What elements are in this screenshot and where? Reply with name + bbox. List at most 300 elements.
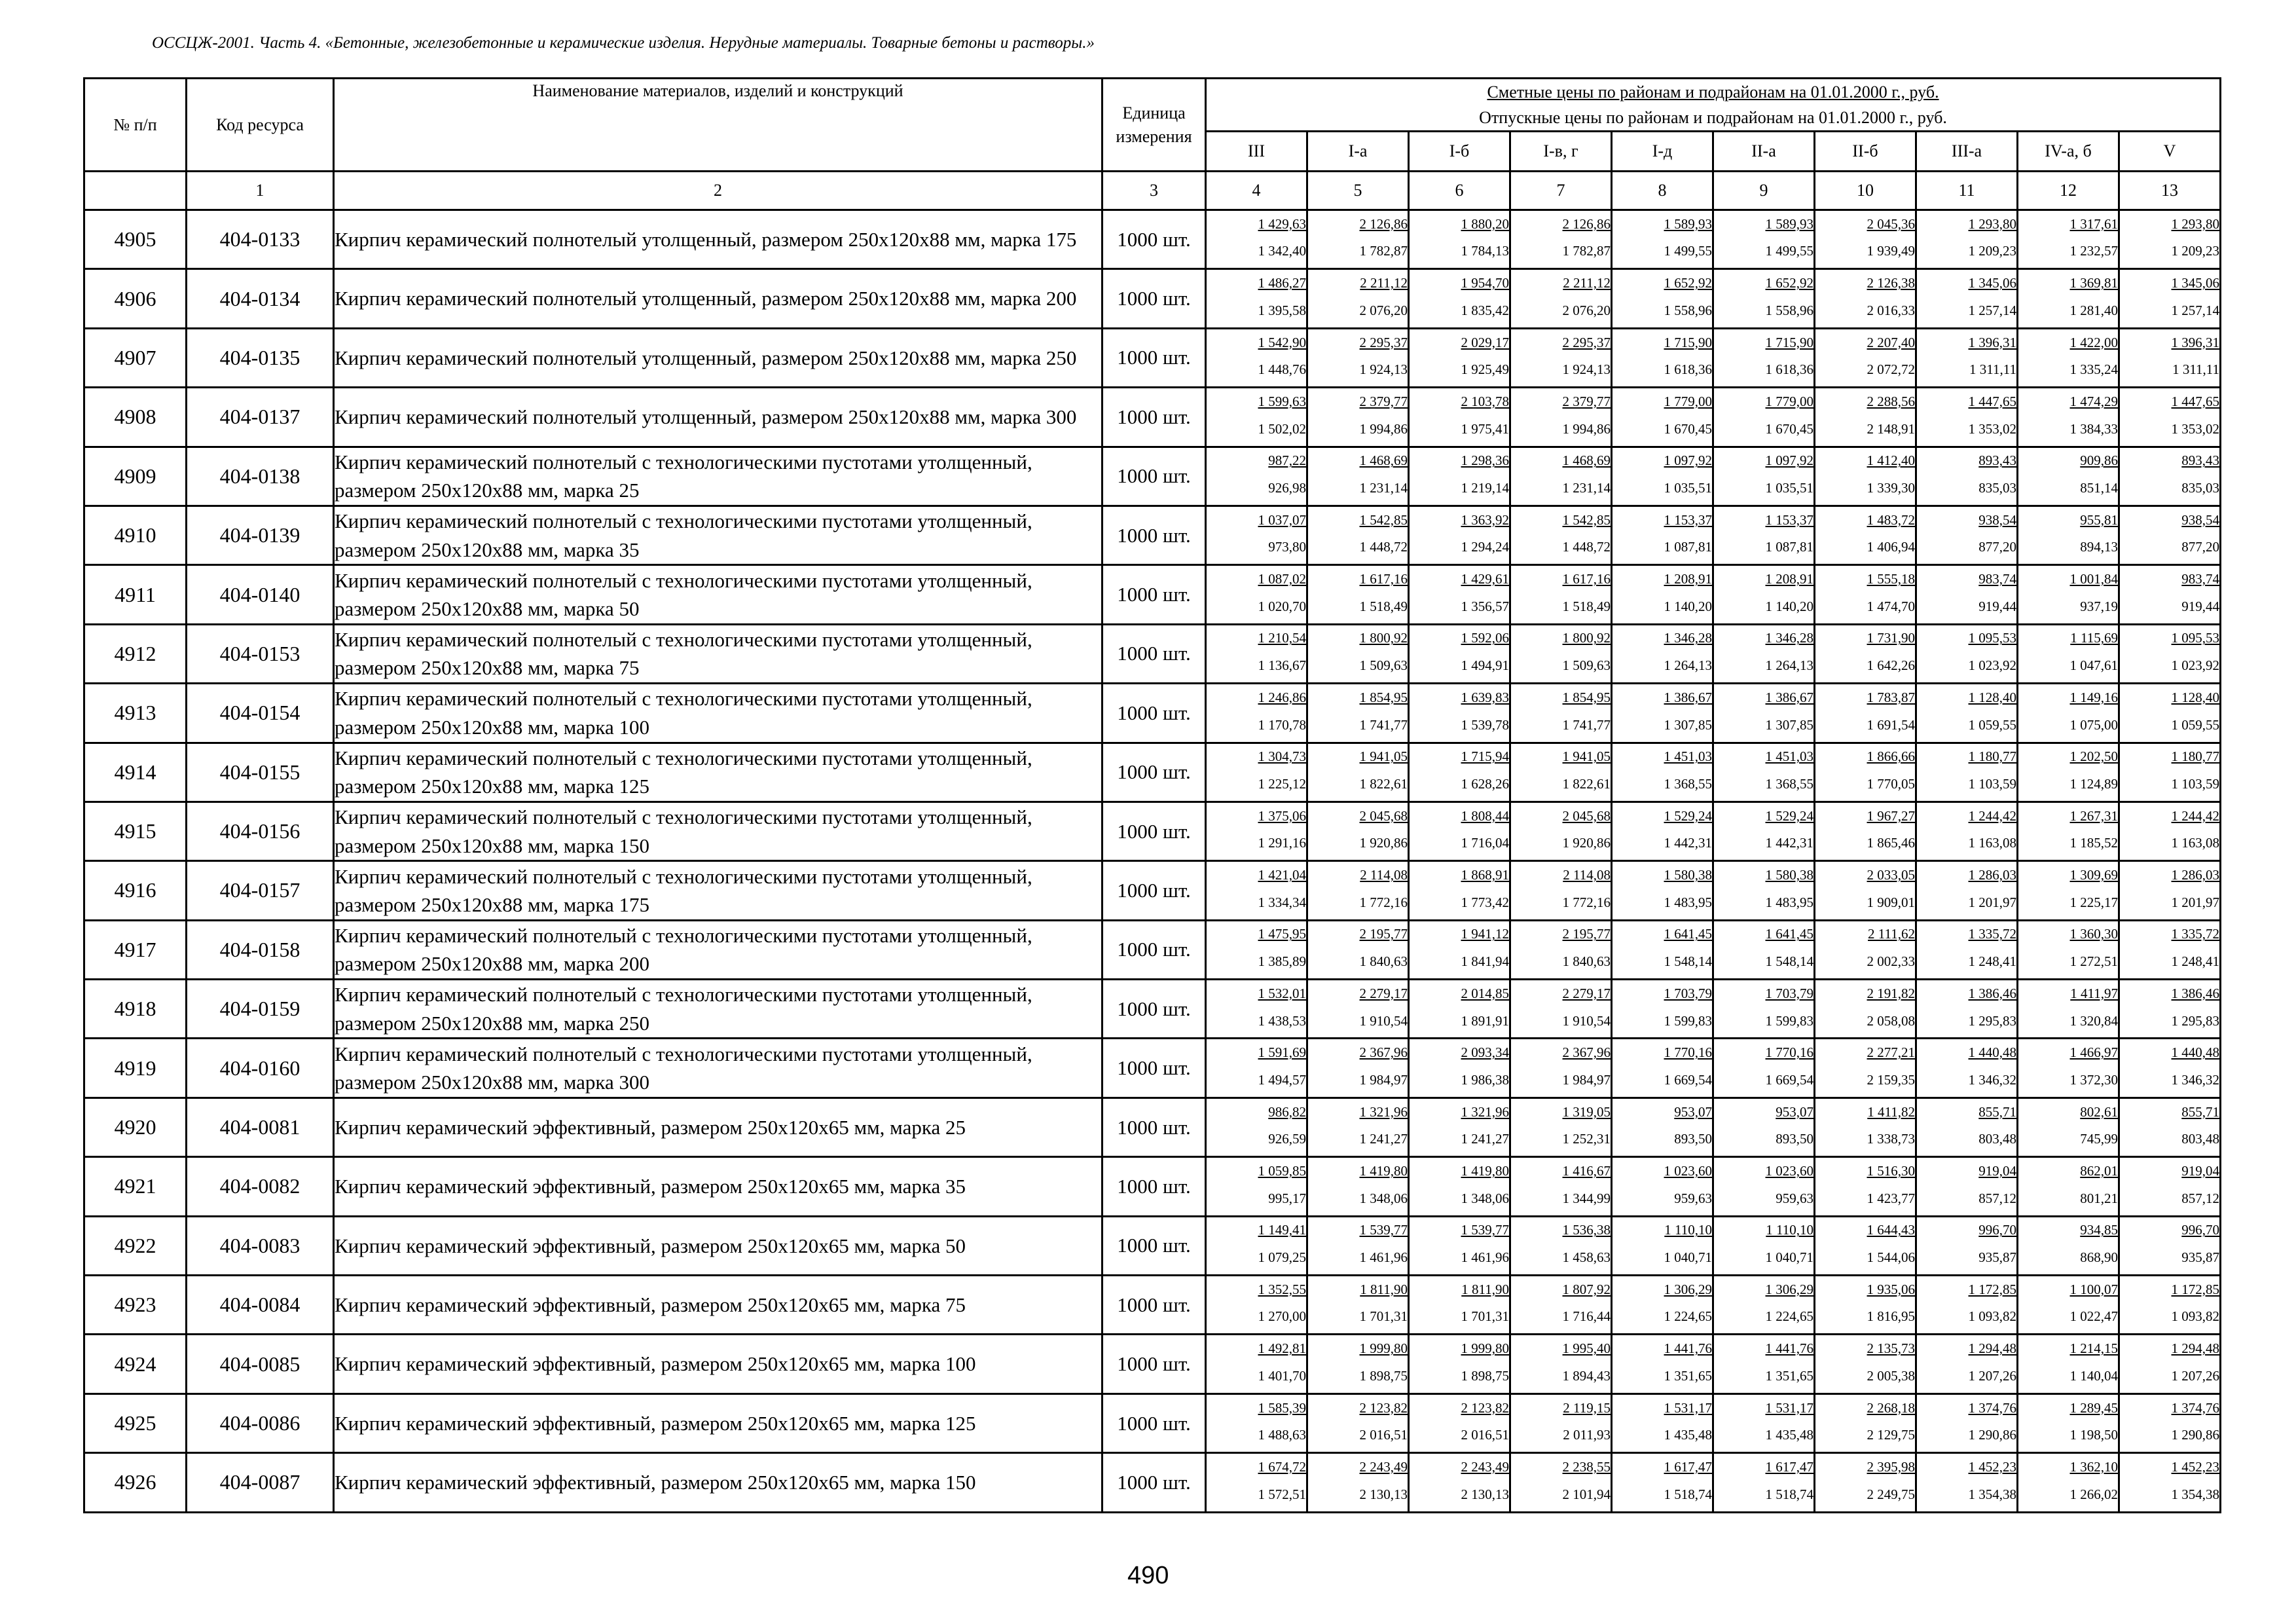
- release-price: 2 058,08: [1867, 1012, 1915, 1029]
- unit-of-measure: 1000 шт.: [1102, 1335, 1206, 1393]
- price-cell: [1612, 743, 1713, 802]
- estimate-price: 1 617,16: [1562, 571, 1611, 587]
- release-price: 1 225,17: [2069, 894, 2118, 910]
- price-cell: [1307, 388, 1409, 447]
- estimate-price: 1 451,03: [1664, 748, 1712, 765]
- table-row: [84, 920, 2221, 979]
- release-price: 1 320,84: [2069, 1012, 2118, 1029]
- price-cell: [1612, 1453, 1713, 1512]
- release-price: 1 209,23: [1968, 243, 2016, 259]
- release-price: 1 483,95: [1664, 894, 1712, 910]
- price-cell: [1916, 684, 2018, 743]
- row-number: 4906: [84, 269, 187, 328]
- estimate-price: 2 029,17: [1461, 334, 1509, 350]
- estimate-price: 938,54: [2181, 511, 2220, 528]
- price-cell: [1510, 506, 1612, 564]
- estimate-price: 1 180,77: [2171, 748, 2220, 765]
- release-price: 1 599,83: [1664, 1012, 1712, 1029]
- release-price: 1 232,57: [2069, 243, 2118, 259]
- release-price: 1 059,55: [2171, 716, 2220, 733]
- release-price: 877,20: [1978, 539, 2016, 555]
- release-price: 1 894,43: [1562, 1367, 1611, 1384]
- col-header-unit: Единица измерения: [1102, 79, 1206, 172]
- estimate-price: 1 153,37: [1765, 511, 1813, 528]
- estimate-price: 1 529,24: [1765, 807, 1813, 824]
- release-price: 1 354,38: [2171, 1486, 2220, 1502]
- release-price: 1 163,08: [2171, 835, 2220, 851]
- release-price: 1 438,53: [1258, 1012, 1306, 1029]
- estimate-price: 855,71: [1978, 1103, 2016, 1120]
- estimate-price: 1 149,16: [2069, 689, 2118, 705]
- region-header: I-а: [1307, 132, 1409, 172]
- col-header-no: № п/п: [84, 79, 187, 172]
- material-name: Кирпич керамический полнотелый с технологическими пустотами утолщенный, размером 250х120х88 мм, марка 35: [334, 506, 1102, 564]
- row-number: 4921: [84, 1157, 187, 1216]
- estimate-price: 1 345,06: [2171, 275, 2220, 291]
- price-cell: [1307, 565, 1409, 624]
- estimate-price: 919,04: [2181, 1163, 2220, 1179]
- price-cell: [1510, 861, 1612, 920]
- release-price: 973,80: [1268, 539, 1306, 555]
- price-cell: [1409, 506, 1510, 564]
- region-header: II-а: [1713, 132, 1815, 172]
- estimate-price: 2 126,38: [1867, 275, 1915, 291]
- region-header: I-б: [1409, 132, 1510, 172]
- estimate-price: 1 492,81: [1258, 1340, 1306, 1357]
- release-price: 1 079,25: [1258, 1249, 1306, 1266]
- price-cell: [2018, 1335, 2119, 1393]
- price-cell: [2119, 388, 2221, 447]
- estimate-price: 909,86: [2080, 452, 2118, 469]
- release-price: 2 129,75: [1867, 1427, 1915, 1443]
- price-cell: [2119, 1335, 2221, 1393]
- estimate-price: 1 466,97: [2069, 1044, 2118, 1061]
- estimate-price: 919,04: [1978, 1163, 2016, 1179]
- release-price: 1 898,75: [1359, 1367, 1408, 1384]
- release-price: 1 816,95: [1867, 1308, 1915, 1325]
- price-cell: [2018, 980, 2119, 1039]
- estimate-price: 1 360,30: [2069, 926, 2118, 942]
- price-cell: [2119, 269, 2221, 328]
- price-cell: [1612, 802, 1713, 860]
- release-price: 1 140,04: [2069, 1367, 2118, 1384]
- estimate-price: 2 279,17: [1359, 985, 1408, 1001]
- estimate-price: 1 214,15: [2069, 1340, 2118, 1357]
- material-name: Кирпич керамический полнотелый с технологическими пустотами утолщенный, размером 250х120х88 мм, марка 250: [334, 980, 1102, 1039]
- price-cell: [1916, 624, 2018, 683]
- row-number: 4910: [84, 506, 187, 564]
- release-price: 1 865,46: [1867, 835, 1915, 851]
- price-cell: [1307, 328, 1409, 387]
- price-cell: [1206, 1098, 1307, 1156]
- release-price: 1 618,36: [1765, 361, 1813, 378]
- release-price: 1 539,78: [1461, 716, 1509, 733]
- price-cell: [1612, 861, 1713, 920]
- price-cell: [1612, 447, 1713, 506]
- unit-of-measure: 1000 шт.: [1102, 388, 1206, 447]
- release-price: 2 130,13: [1461, 1486, 1509, 1502]
- estimate-price: 1 531,17: [1765, 1399, 1813, 1416]
- price-cell: [1206, 565, 1307, 624]
- price-cell: [1815, 802, 1916, 860]
- resource-code: 404-0085: [187, 1335, 334, 1393]
- estimate-price: 1 429,61: [1461, 571, 1509, 587]
- release-price: 1 499,55: [1664, 243, 1712, 259]
- estimate-price: 1 542,90: [1258, 334, 1306, 350]
- price-cell: [1815, 1157, 1916, 1216]
- release-price: 1 939,49: [1867, 243, 1915, 259]
- price-group-release: Отпускные цены по районам и подрайонам на 01.01.2000 г., руб.: [1479, 108, 1947, 127]
- price-cell: [1307, 802, 1409, 860]
- release-price: 1 975,41: [1461, 420, 1509, 437]
- estimate-price: 2 207,40: [1867, 334, 1915, 350]
- price-cell: [2119, 565, 2221, 624]
- release-price: 1 201,97: [1968, 894, 2016, 910]
- release-price: 2 076,20: [1359, 302, 1408, 318]
- estimate-price: 1 363,92: [1461, 511, 1509, 528]
- column-number: 3: [1102, 172, 1206, 210]
- estimate-price: 1 589,93: [1664, 215, 1712, 232]
- estimate-price: 1 335,72: [1968, 926, 2016, 942]
- release-price: 1 502,02: [1258, 420, 1306, 437]
- estimate-price: 1 369,81: [2069, 275, 2118, 291]
- release-price: 1 716,44: [1562, 1308, 1611, 1325]
- row-number: 4917: [84, 920, 187, 979]
- estimate-price: 1 529,24: [1664, 807, 1712, 824]
- release-price: 1 348,06: [1359, 1190, 1408, 1206]
- column-number: 2: [334, 172, 1102, 210]
- release-price: 1 023,92: [2171, 657, 2220, 674]
- release-price: 1 910,54: [1359, 1012, 1408, 1029]
- material-name: Кирпич керамический эффективный, размером 250х120х65 мм, марка 50: [334, 1216, 1102, 1275]
- estimate-price: 1 452,23: [1968, 1458, 2016, 1475]
- price-cell: [1713, 269, 1815, 328]
- estimate-price: 1 468,69: [1562, 452, 1611, 469]
- price-cell: [1612, 565, 1713, 624]
- material-name: Кирпич керамический полнотелый с технологическими пустотами утолщенный, размером 250х120х88 мм, марка 75: [334, 624, 1102, 683]
- estimate-price: 1 617,47: [1765, 1458, 1813, 1475]
- release-price: 1 342,40: [1258, 243, 1306, 259]
- estimate-price: 1 652,92: [1664, 275, 1712, 291]
- unit-of-measure: 1000 шт.: [1102, 1276, 1206, 1335]
- unit-of-measure: 1000 шт.: [1102, 1098, 1206, 1156]
- estimate-price: 1 352,55: [1258, 1281, 1306, 1297]
- material-name: Кирпич керамический эффективный, размером 250х120х65 мм, марка 125: [334, 1393, 1102, 1452]
- release-price: 959,63: [1776, 1190, 1813, 1206]
- price-cell: [1307, 684, 1409, 743]
- release-price: 1 599,83: [1765, 1012, 1813, 1029]
- release-price: 1 558,96: [1765, 302, 1813, 318]
- material-name: Кирпич керамический полнотелый с технологическими пустотами утолщенный, размером 250х120х88 мм, марка 25: [334, 447, 1102, 506]
- release-price: 2 101,94: [1562, 1486, 1611, 1502]
- price-cell: [1409, 684, 1510, 743]
- table-row: [84, 506, 2221, 564]
- material-name: Кирпич керамический полнотелый утолщенный, размером 250х120х88 мм, марка 250: [334, 328, 1102, 387]
- price-cell: [2018, 210, 2119, 269]
- row-number: 4925: [84, 1393, 187, 1452]
- price-cell: [2119, 1216, 2221, 1275]
- estimate-price: 1 536,38: [1562, 1222, 1611, 1238]
- estimate-price: 1 180,77: [1968, 748, 2016, 765]
- material-name: Кирпич керамический полнотелый с технологическими пустотами утолщенный, размером 250х120х88 мм, марка 50: [334, 565, 1102, 624]
- resource-code: 404-0159: [187, 980, 334, 1039]
- estimate-price: 2 195,77: [1359, 926, 1408, 942]
- release-price: 1 494,57: [1258, 1071, 1306, 1088]
- estimate-price: 1 095,53: [2171, 630, 2220, 646]
- release-price: 935,87: [1978, 1249, 2016, 1266]
- release-price: 1 264,13: [1765, 657, 1813, 674]
- estimate-price: 1 880,20: [1461, 215, 1509, 232]
- estimate-price: 2 195,77: [1562, 926, 1611, 942]
- price-cell: [1510, 328, 1612, 387]
- material-name: Кирпич керамический полнотелый с технологическими пустотами утолщенный, размером 250х120х88 мм, марка 100: [334, 684, 1102, 743]
- price-cell: [2119, 1276, 2221, 1335]
- price-cell: [1815, 1393, 1916, 1452]
- estimate-price: 1 542,85: [1359, 511, 1408, 528]
- estimate-price: 2 367,96: [1359, 1044, 1408, 1061]
- material-name: Кирпич керамический эффективный, размером 250х120х65 мм, марка 35: [334, 1157, 1102, 1216]
- price-cell: [1713, 624, 1815, 683]
- release-price: 1 701,31: [1461, 1308, 1509, 1325]
- table-row: [84, 328, 2221, 387]
- release-price: 1 291,16: [1258, 835, 1306, 851]
- price-cell: [1206, 1335, 1307, 1393]
- price-cell: [1307, 506, 1409, 564]
- estimate-price: 1 172,85: [2171, 1281, 2220, 1297]
- material-name: Кирпич керамический эффективный, размером 250х120х65 мм, марка 25: [334, 1098, 1102, 1156]
- header-row-main: [84, 79, 2221, 132]
- price-cell: [1815, 1335, 1916, 1393]
- price-cell: [1612, 1098, 1713, 1156]
- unit-of-measure: 1000 шт.: [1102, 1039, 1206, 1098]
- release-price: 1 518,49: [1562, 598, 1611, 614]
- release-price: 1 840,63: [1562, 953, 1611, 970]
- release-price: 1 518,74: [1765, 1486, 1813, 1502]
- release-price: 2 016,51: [1461, 1427, 1509, 1443]
- price-cell: [1916, 743, 2018, 802]
- estimate-price: 1 097,92: [1765, 452, 1813, 469]
- estimate-price: 1 770,16: [1664, 1044, 1712, 1061]
- price-cell: [1307, 210, 1409, 269]
- release-price: 1 295,83: [2171, 1012, 2220, 1029]
- price-cell: [1307, 1335, 1409, 1393]
- column-number: 7: [1510, 172, 1612, 210]
- estimate-price: 1 811,90: [1360, 1281, 1408, 1297]
- release-price: 1 093,82: [2171, 1308, 2220, 1325]
- price-cell: [1713, 861, 1815, 920]
- release-price: 1 509,63: [1359, 657, 1408, 674]
- estimate-price: 938,54: [1978, 511, 2016, 528]
- release-price: 919,44: [2181, 598, 2220, 614]
- estimate-price: 2 114,08: [1563, 867, 1611, 883]
- price-cell: [1409, 210, 1510, 269]
- release-price: 1 311,11: [2172, 361, 2220, 378]
- release-price: 1 136,67: [1258, 657, 1306, 674]
- release-price: 1 338,73: [1867, 1131, 1915, 1147]
- release-price: 1 339,30: [1867, 480, 1915, 496]
- estimate-price: 1 539,77: [1359, 1222, 1408, 1238]
- price-cell: [1307, 920, 1409, 979]
- release-price: 1 435,48: [1765, 1427, 1813, 1443]
- release-price: 1 257,14: [1968, 302, 2016, 318]
- price-cell: [2119, 861, 2221, 920]
- release-price: 1 772,16: [1359, 894, 1408, 910]
- estimate-price: 1 617,47: [1664, 1458, 1712, 1475]
- row-number: 4920: [84, 1098, 187, 1156]
- table-body: [84, 210, 2221, 1513]
- estimate-price: 1 244,42: [2171, 807, 2220, 824]
- estimate-price: 1 447,65: [1968, 393, 2016, 409]
- release-price: 2 005,38: [1867, 1367, 1915, 1384]
- price-cell: [1409, 1335, 1510, 1393]
- release-price: 835,03: [2181, 480, 2220, 496]
- price-cell: [1815, 506, 1916, 564]
- table-row: [84, 210, 2221, 269]
- estimate-price: 1 954,70: [1461, 275, 1509, 291]
- price-cell: [1510, 684, 1612, 743]
- price-cell: [1612, 980, 1713, 1039]
- estimate-price: 1 429,63: [1258, 215, 1306, 232]
- price-cell: [1409, 1453, 1510, 1512]
- price-cell: [1612, 1335, 1713, 1393]
- estimate-price: 1 617,16: [1359, 571, 1408, 587]
- release-price: 857,12: [1978, 1190, 2016, 1206]
- col-header-price-group: [1206, 79, 2221, 132]
- material-name: Кирпич керамический полнотелый с технологическими пустотами утолщенный, размером 250х120х88 мм, марка 150: [334, 802, 1102, 860]
- price-cell: [1713, 1393, 1815, 1452]
- table-row: [84, 269, 2221, 328]
- table-row: [84, 1098, 2221, 1156]
- column-number: [84, 172, 187, 210]
- estimate-price: 1 346,28: [1765, 630, 1813, 646]
- estimate-price: 1 592,06: [1461, 630, 1509, 646]
- release-price: 1 986,38: [1461, 1071, 1509, 1088]
- region-header: IV-а, б: [2018, 132, 2119, 172]
- estimate-price: 2 238,55: [1562, 1458, 1611, 1475]
- column-number: 1: [187, 172, 334, 210]
- release-price: 2 002,33: [1867, 953, 1915, 970]
- estimate-price: 1 202,50: [2069, 748, 2118, 765]
- estimate-price: 1 599,63: [1258, 393, 1306, 409]
- estimate-price: 983,74: [1978, 571, 2016, 587]
- estimate-price: 1 441,76: [1765, 1340, 1813, 1357]
- release-price: 1 353,02: [1968, 420, 2016, 437]
- col-header-name: Наименование материалов, изделий и конструкций: [334, 79, 1102, 172]
- estimate-price: 1 267,31: [2069, 807, 2118, 824]
- estimate-price: 1 110,10: [1664, 1222, 1712, 1238]
- release-price: 745,99: [2080, 1131, 2118, 1147]
- estimate-price: 2 114,08: [1360, 867, 1408, 883]
- price-cell: [2119, 447, 2221, 506]
- price-cell: [1916, 920, 2018, 979]
- price-cell: [1916, 388, 2018, 447]
- release-price: 2 072,72: [1867, 361, 1915, 378]
- estimate-price: 1 095,53: [1968, 630, 2016, 646]
- estimate-price: 1 374,76: [1968, 1399, 2016, 1416]
- release-price: 1 716,04: [1461, 835, 1509, 851]
- price-cell: [1612, 1393, 1713, 1452]
- release-price: 1 040,71: [1765, 1249, 1813, 1266]
- price-cell: [1815, 565, 1916, 624]
- unit-of-measure: 1000 шт.: [1102, 861, 1206, 920]
- price-cell: [2018, 1157, 2119, 1216]
- release-price: 1 772,16: [1562, 894, 1611, 910]
- resource-code: 404-0156: [187, 802, 334, 860]
- price-cell: [1510, 565, 1612, 624]
- release-price: 1 448,76: [1258, 361, 1306, 378]
- release-price: 1 140,20: [1664, 598, 1712, 614]
- estimate-price: 1 452,23: [2171, 1458, 2220, 1475]
- price-cell: [1815, 269, 1916, 328]
- price-cell: [1307, 743, 1409, 802]
- release-price: 1 628,26: [1461, 775, 1509, 792]
- release-price: 1 423,77: [1867, 1190, 1915, 1206]
- price-cell: [1815, 743, 1916, 802]
- price-group-estimate: Сметные цены по районам и подрайонам на 01.01.2000 г., руб.: [1487, 83, 1939, 101]
- estimate-price: 1 412,40: [1867, 452, 1915, 469]
- estimate-price: 1 644,43: [1867, 1222, 1915, 1238]
- price-cell: [1307, 1453, 1409, 1512]
- release-price: 1 782,87: [1562, 243, 1611, 259]
- estimate-price: 1 128,40: [2171, 689, 2220, 705]
- release-price: 1 170,78: [1258, 716, 1306, 733]
- estimate-price: 2 111,62: [1868, 926, 1915, 942]
- estimate-price: 2 367,96: [1562, 1044, 1611, 1061]
- release-price: 1 461,96: [1461, 1249, 1509, 1266]
- price-cell: [1612, 328, 1713, 387]
- estimate-price: 1 306,29: [1664, 1281, 1712, 1297]
- material-name: Кирпич керамический эффективный, размером 250х120х65 мм, марка 150: [334, 1453, 1102, 1512]
- row-number: 4918: [84, 980, 187, 1039]
- estimate-price: 1 128,40: [1968, 689, 2016, 705]
- resource-code: 404-0158: [187, 920, 334, 979]
- estimate-price: 855,71: [2181, 1103, 2220, 1120]
- estimate-price: 1 411,82: [1867, 1103, 1915, 1120]
- column-number: 12: [2018, 172, 2119, 210]
- release-price: 1 898,75: [1461, 1367, 1509, 1384]
- price-cell: [1307, 1098, 1409, 1156]
- estimate-price: 1 441,76: [1664, 1340, 1712, 1357]
- unit-of-measure: 1000 шт.: [1102, 1453, 1206, 1512]
- estimate-price: 1 375,06: [1258, 807, 1306, 824]
- estimate-price: 1 023,60: [1765, 1163, 1813, 1179]
- release-price: 1 281,40: [2069, 302, 2118, 318]
- release-price: 1 351,65: [1765, 1367, 1813, 1384]
- release-price: 1 231,14: [1359, 480, 1408, 496]
- estimate-price: 1 306,29: [1765, 1281, 1813, 1297]
- unit-of-measure: 1000 шт.: [1102, 1157, 1206, 1216]
- estimate-price: 1 641,45: [1664, 926, 1712, 942]
- estimate-price: 1 059,85: [1258, 1163, 1306, 1179]
- table-row: [84, 1276, 2221, 1335]
- column-number: 11: [1916, 172, 2018, 210]
- resource-code: 404-0084: [187, 1276, 334, 1335]
- resource-code: 404-0133: [187, 210, 334, 269]
- estimate-price: 1 715,90: [1664, 334, 1712, 350]
- release-price: 1 461,96: [1359, 1249, 1408, 1266]
- estimate-price: 2 119,15: [1563, 1399, 1611, 1416]
- estimate-price: 2 379,77: [1562, 393, 1611, 409]
- estimate-price: 1 321,96: [1461, 1103, 1509, 1120]
- estimate-price: 1 386,67: [1664, 689, 1712, 705]
- estimate-price: 1 286,03: [2171, 867, 2220, 883]
- price-cell: [1510, 802, 1612, 860]
- release-price: 1 022,47: [2069, 1308, 2118, 1325]
- release-price: 926,59: [1268, 1131, 1306, 1147]
- estimate-price: 2 123,82: [1461, 1399, 1509, 1416]
- column-number: 10: [1815, 172, 1916, 210]
- estimate-price: 1 703,79: [1664, 985, 1712, 1001]
